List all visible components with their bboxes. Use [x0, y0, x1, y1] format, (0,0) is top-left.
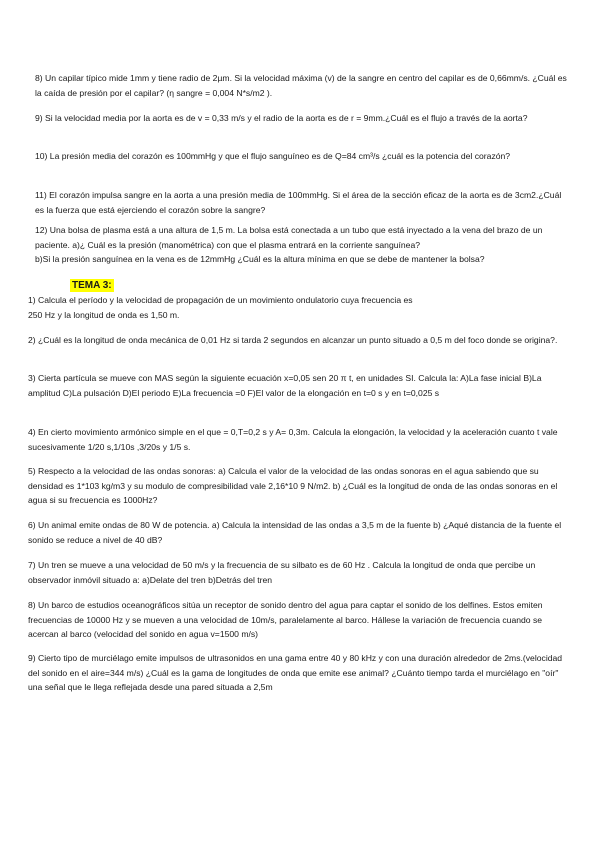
problem-t3-6: 6) Un animal emite ondas de 80 W de potencia. a) Calcula la intensidad de las ondas a 3,5 m de la fuente b) ¿Aqué distancia de la fuente el sonido se reduce a nivel de 40 dB?	[28, 520, 562, 545]
problem-12-plasma-bag: 12) Una bolsa de plasma está a una altura de 1,5 m. La bolsa está conectada a un tubo que está inyectado a la vena del brazo de un paciente. a)¿ Cuál es la presión (manométrica) con que el plasma entrará en la corriente sanguínea? b)Si la presión sanguínea en la vena es de 12mmHg ¿Cuál es la altura mínima en que se debe de mantener la bolsa?	[35, 225, 543, 264]
problem-t3-1: 1) Calcula el período y la velocidad de propagación de un movimiento ondulatorio cuya frecuencia es 250 Hz y la longitud de onda es 1,50 m.	[28, 295, 413, 320]
problem-t3-2: 2) ¿Cuál es la longitud de onda mecánica de 0,01 Hz si tarda 2 segundos en alcanzar un punto situado a 0,5 m del foco donde se origina?.	[28, 335, 558, 345]
problem-11-heart-force: 11) El corazón impulsa sangre en la aorta a una presión media de 100mmHg. Si el área de la sección eficaz de la aorta es de 3cm2.¿Cuál es la fuerza que está ejerciendo el corazón sobre la sangre?	[35, 190, 562, 215]
problem-8-capillary: 8) Un capilar típico mide 1mm y tiene radio de 2µm. Si la velocidad máxima (v) de la sangre en centro del capilar es de 0,66mm/s. ¿Cuál es la caída de presión por el capilar? (η sangre = 0,004 N*s/m2 ).	[35, 73, 567, 98]
problem-t3-7: 7) Un tren se mueve a una velocidad de 50 m/s y la frecuencia de su silbato es de 60 Hz . Calcula la longitud de onda que percibe un observador inmóvil situado a: a)Delate del tren b)Detrás del tren	[28, 560, 536, 585]
problem-9-aorta-flow: 9) Si la velocidad media por la aorta es de v = 0,33 m/s y el radio de la aorta es de r = 9mm.¿Cuál es el flujo a través de la aorta?	[35, 113, 528, 123]
problem-t3-9: 9) Cierto tipo de murciélago emite impulsos de ultrasonidos en una gama entre 40 y 80 kHz y con una duración alrededor de 2ms.(velocidad del sonido en el aire=344 m/s) ¿Cuál es la gama de longitudes de onda que emite ese animal? ¿Cuánto tiempo tarda el murciélago en "oír" una señal que le llega reflejada desde una pared situada a 2,5m	[28, 653, 563, 692]
section-heading-tema-3: TEMA 3:	[72, 280, 112, 291]
problem-t3-5: 5) Respecto a la velocidad de las ondas sonoras: a) Calcula el valor de la velocidad de las ondas sonoras en el agua sabiendo que su densidad es 1*103 kg/m3 y su modulo de compresibilidad vale 2,16*10 9 N/m2. b) ¿Cuál es la longitud de onda de las ondas sonoras en el agua si su frecuencia es 1000Hz?	[28, 466, 558, 505]
problem-t3-8: 8) Un barco de estudios oceanográficos sitúa un receptor de sonido dentro del agua para captar el sonido de los delfines. Estos emiten frecuencias de 10000 Hz y se mueven a una velocidad de 10m/s, paralelamente al barco. Hállese la variación de frecuencia cuando se acercan al barco (velocidad del sonido en agua v=1500 m/s)	[28, 600, 543, 639]
problem-t3-4: 4) En cierto movimiento armónico simple en el que = 0,T=0,2 s y A= 0,3m. Calcula la elongación, la velocidad y la aceleración cuanto t vale sucesivamente 1/20 s,1/10s ,3/20s y 1/5 s.	[28, 427, 558, 452]
problem-t3-3: 3) Cierta partícula se mueve con MAS según la siguiente ecuación x=0,05 sen 20 π t, en unidades SI. Calcula la: A)La fase inicial B)La amplitud C)La pulsación D)El periodo E)La frecuencia =0 F)El valor de la elongación en t=0 s y en t=0,025 s	[28, 373, 542, 398]
problem-10-heart-power: 10) La presión media del corazón es 100mmHg y que el flujo sanguíneo es de Q=84 cm³/s ¿cuál es la potencia del corazón?	[35, 151, 511, 161]
